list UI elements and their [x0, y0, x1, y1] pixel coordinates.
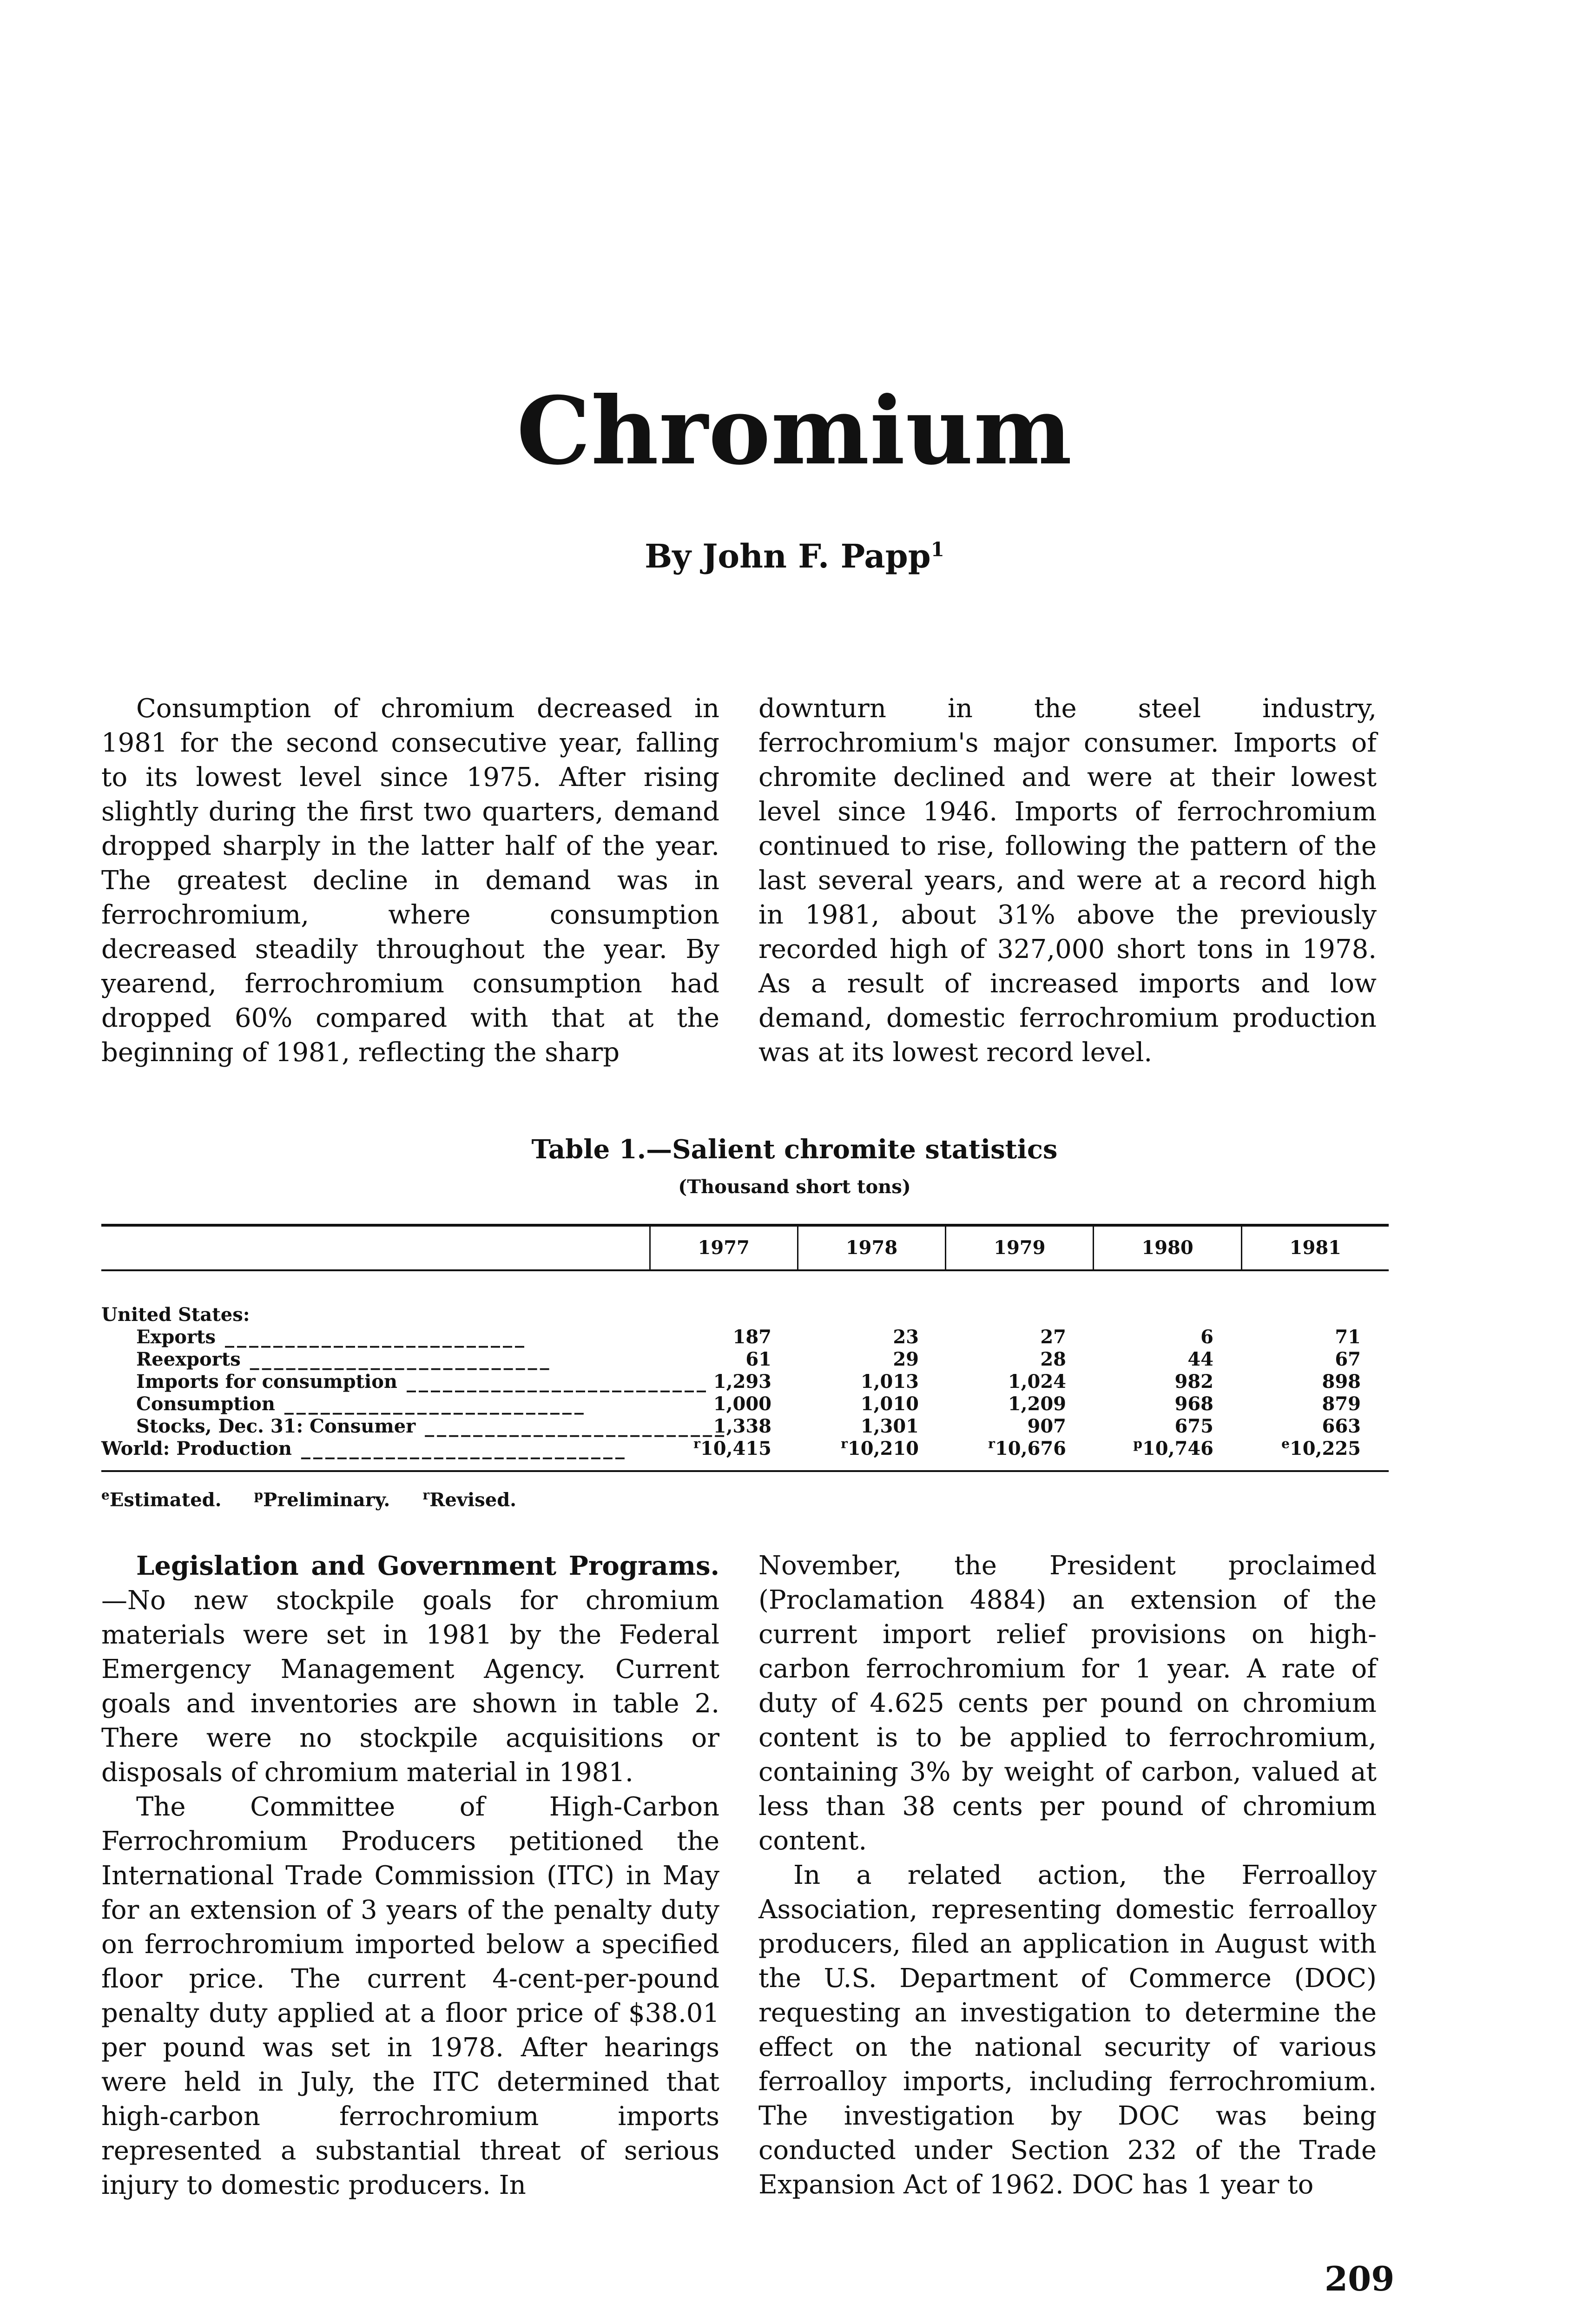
row-label: Consumption — [136, 1393, 275, 1415]
cell-mark: r — [841, 1436, 848, 1452]
cell: 29 — [893, 1348, 919, 1370]
author-name: By John F. Papp — [645, 537, 931, 575]
cell: $^p$10,746 — [1133, 1436, 1213, 1459]
dot-leader: _________________________ — [240, 1348, 552, 1370]
cell: 1,010 — [860, 1393, 919, 1415]
table-row — [101, 1415, 1389, 1438]
cell-mark: p — [1133, 1436, 1142, 1452]
cell: 6 — [1200, 1326, 1213, 1348]
header-year: 1978 — [797, 1227, 945, 1269]
table-group-row — [101, 1304, 1389, 1326]
cell: $^r$10,415 — [693, 1436, 771, 1459]
row-label: Exports — [136, 1326, 216, 1348]
row-label: Imports for consumption — [136, 1371, 398, 1393]
footnote: $^p$Preliminary. — [254, 1487, 390, 1511]
page-number: 209 — [1325, 2259, 1395, 2298]
table-row — [101, 1348, 1389, 1371]
row-label: World: Production — [101, 1438, 292, 1459]
table-row — [101, 1393, 1389, 1415]
table-row — [101, 1371, 1389, 1393]
cell: 187 — [732, 1326, 771, 1348]
intro-right-column — [758, 692, 1377, 1070]
cell: 1,301 — [860, 1415, 919, 1437]
intro-paragraph-right: downturn in the steel industry, ferrochromium's major consumer. Imports of chromite declined and were at their lowest level since 1946. Imports of ferrochromium continued to rise, following the pattern of the last several years, and were at a record high in 1981, about 31% above the previously recorded high of 327,000 short tons in 1978. As a result of increased imports and low demand, domestic ferrochromium production was at its lowest record level. — [758, 693, 1377, 1068]
table-subtitle: (Thousand short tons) — [678, 1176, 911, 1198]
cell: 1,024 — [1008, 1371, 1066, 1393]
cell: $^r$10,210 — [841, 1436, 919, 1459]
cell: 67 — [1335, 1348, 1361, 1370]
article-title: Chromium — [516, 376, 1073, 486]
cell-mark: r — [988, 1436, 995, 1452]
table-title: Table 1.—Salient chromite statistics — [531, 1134, 1058, 1165]
header-year: 1980 — [1093, 1227, 1240, 1269]
cell: 28 — [1040, 1348, 1066, 1370]
cell: 23 — [893, 1326, 919, 1348]
dot-leader: _________________________ — [216, 1326, 527, 1348]
header-year: 1979 — [945, 1227, 1093, 1269]
intro-paragraph-left: Consumption of chromium decreased in 1981 for the second consecutive year, falling to its lowest level since 1975. After rising slightly during the first two quarters, demand dropped sharply in the latter half of the year. The greatest decline in demand was in ferrochromium, where consumption decreased steadily throughout the year. By yearend, ferrochromium consumption had dropped 60% compared with that at the beginning of 1981, reflecting the sharp — [101, 693, 719, 1068]
byline — [0, 537, 1589, 575]
cell: 968 — [1174, 1393, 1213, 1415]
cell: 663 — [1322, 1415, 1361, 1437]
cell: 1,000 — [713, 1393, 771, 1415]
dot-leader: _________________________ — [415, 1415, 727, 1437]
cell: 44 — [1187, 1348, 1213, 1370]
cell: 27 — [1040, 1326, 1066, 1348]
table-footnotes — [101, 1487, 516, 1511]
cell: 1,013 — [860, 1371, 919, 1393]
cell-mark: e — [1281, 1436, 1290, 1452]
cell: 907 — [1027, 1415, 1066, 1437]
cell: 898 — [1322, 1371, 1361, 1393]
cell: 61 — [745, 1348, 771, 1370]
dot-leader: ___________________________ — [291, 1438, 627, 1459]
header-year: 1981 — [1241, 1227, 1389, 1269]
cell: $^e$10,225 — [1281, 1436, 1361, 1459]
legislation-right-column — [758, 1549, 1377, 2202]
cell-mark: r — [693, 1436, 700, 1452]
table-header-row — [101, 1227, 1389, 1269]
cell: 71 — [1335, 1326, 1361, 1348]
legislation-paragraph: November, the President proclaimed (Proclamation 4884) an extension of the current import relief provisions on high-carbon ferrochromium for 1 year. A rate of duty of 4.625 cents per pound on chromium content is to be applied to ferrochromium, containing 3% by weight of carbon, valued at less than 38 cents per pound of chromium content. — [758, 1551, 1377, 1856]
group-label: United States: — [101, 1304, 250, 1326]
dot-leader: _________________________ — [275, 1393, 587, 1415]
row-label: Reexports — [136, 1348, 241, 1370]
intro-left-column — [101, 692, 719, 1070]
cell: 675 — [1174, 1415, 1213, 1437]
cell: 1,293 — [713, 1371, 771, 1393]
legislation-paragraph: The Committee of High-Carbon Ferrochromium Producers petitioned the International Trade Commission (ITC) in May for an extension of 3 years of the penalty duty on ferrochromium imported below a specified floor price. The current 4-cent-per-pound penalty duty applied at a floor price of $38.01 per pound was set in 1978. After hearings were held in July, the ITC determined that high-carbon ferrochromium imports represented a substantial threat of serious injury to domestic producers. In — [101, 1792, 719, 2200]
table-body — [101, 1271, 1389, 1460]
table-bottom-rule — [101, 1470, 1389, 1472]
header-year: 1977 — [649, 1227, 797, 1269]
cell: 879 — [1322, 1393, 1361, 1415]
footnote: $^r$Revised. — [422, 1487, 517, 1511]
table-row — [101, 1326, 1389, 1348]
footnote: $^e$Estimated. — [101, 1487, 222, 1511]
cell: 982 — [1174, 1371, 1213, 1393]
row-label: Stocks, Dec. 31: Consumer — [136, 1415, 416, 1437]
legislation-left-column — [101, 1549, 719, 2203]
cell: 1,338 — [713, 1415, 771, 1437]
author-footnote-mark: 1 — [930, 538, 944, 561]
cell: $^r$10,676 — [988, 1436, 1066, 1459]
cell: 1,209 — [1008, 1393, 1066, 1415]
legislation-paragraph: In a related action, the Ferroalloy Association, representing domestic ferroalloy producers, filed an application in August with the U.S. Department of Commerce (DOC) requesting an investigation to determine the effect on the national security of various ferroalloy imports, including ferrochromium. The investigation by DOC was being conducted under Section 232 of the Trade Expansion Act of 1962. DOC has 1 year to — [758, 1860, 1377, 2200]
dot-leader: _________________________ — [397, 1371, 709, 1393]
salient-statistics-table — [101, 1224, 1389, 1472]
table-row-world — [101, 1438, 1389, 1460]
section-heading: Legislation and Government Programs. — [136, 1551, 719, 1581]
legislation-paragraph: Legislation and Government Programs.—No new stockpile goals for chromium materials were set in 1981 by the Federal Emergency Management Agency. Current goals and inventories are shown in table 2. There were no stockpile acquisitions or disposals of chromium material in 1981. — [101, 1551, 719, 1788]
